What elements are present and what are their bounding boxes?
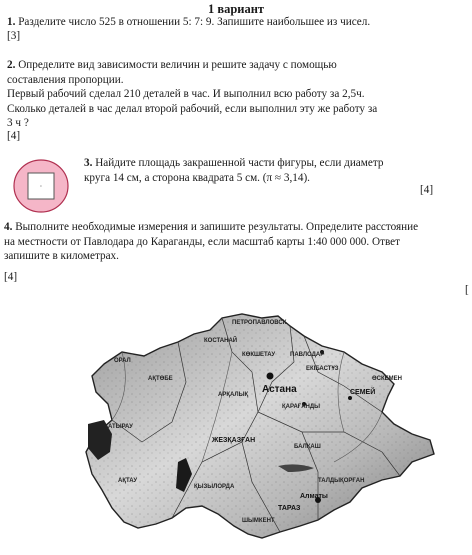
- question-3-number: 3.: [84, 157, 93, 169]
- question-1-text: Разделите число 525 в отношении 5: 7: 9. Запишите наибольшее из чисел.: [18, 16, 371, 28]
- question-4-line-1: Выполните необходимые измерения и запишите результаты. Определите расстояние: [15, 221, 419, 233]
- question-3-line-2: круга 14 см, а сторона квадрата 5 см. (π ≈ 3,14).: [84, 171, 310, 184]
- label-arkalyk: АРҚАЛЫҚ: [218, 392, 249, 398]
- question-2-line-3: Первый рабочий сделал 210 деталей в час. И выполнил всю работу за 2,5ч.: [7, 88, 365, 100]
- variant-title: 1 вариант: [207, 2, 265, 16]
- label-taldykorgan: ТАЛДЫҚОРҒАН: [318, 478, 365, 484]
- question-4-points: [4]: [4, 271, 18, 283]
- label-kostanai: КОСТАНАЙ: [204, 338, 238, 344]
- center-dot: ·: [39, 182, 43, 191]
- relief-texture: [86, 314, 434, 538]
- label-taraz: ТАРАЗ: [278, 505, 301, 512]
- label-zhezkazgan: ЖЕЗҚАЗҒАН: [212, 437, 256, 444]
- label-semei: СЕМЕЙ: [350, 389, 376, 396]
- question-2-points: [4]: [7, 130, 21, 142]
- cut-off-bracket: [: [465, 284, 469, 296]
- kazakhstan-map: [82, 312, 472, 555]
- question-1-number: 1.: [7, 16, 16, 28]
- semei-dot: [348, 396, 352, 400]
- question-4: [4, 220, 418, 264]
- astana-dot: [267, 373, 274, 380]
- label-oral: ОРАЛ: [114, 358, 131, 364]
- label-aktobe: АҚТӨБЕ: [148, 376, 173, 382]
- question-4-line-3: запишите в километрах.: [4, 250, 119, 262]
- label-pavlodar: ПАВЛОДАР: [290, 352, 325, 358]
- question-3: [84, 156, 383, 185]
- label-astana: Астана: [262, 384, 297, 395]
- label-atyrau: АТЫРАУ: [108, 424, 133, 430]
- label-almaty: Алматы: [300, 493, 328, 500]
- label-kyzylorda: ҚЫЗЫЛОРДА: [194, 484, 235, 490]
- label-petropavlovsk: ПЕТРОПАВЛОВСК: [232, 320, 287, 326]
- label-shymkent: ШЫМКЕНТ: [242, 518, 275, 524]
- question-2-line-5: 3 ч ?: [7, 117, 29, 129]
- label-aktau: АҚТАУ: [118, 478, 138, 484]
- question-2: [7, 58, 377, 131]
- label-karaganda: ҚАРАҒАНДЫ: [282, 404, 321, 410]
- question-3-points: [4]: [420, 184, 434, 196]
- circle-square-figure: [12, 157, 72, 215]
- question-2-number: 2.: [7, 59, 16, 71]
- question-4-number: 4.: [4, 221, 13, 233]
- question-4-line-2: на местности от Павлодара до Караганды, если масштаб карты 1:40 000 000. Ответ: [4, 235, 401, 248]
- question-2-line-2: составления пропорции.: [7, 73, 124, 86]
- question-1: [7, 15, 370, 30]
- label-balkhash: БАЛҚАШ: [294, 444, 321, 450]
- question-1-points: [3]: [7, 30, 21, 42]
- question-2-line-1: Определите вид зависимости величин и решите задачу с помощью: [18, 59, 337, 71]
- question-2-line-4: Сколько деталей в час делал второй рабочий, если выполнил эту же работу за: [7, 102, 378, 115]
- label-ekibastuz: ЕКІБАСТҰЗ: [306, 366, 339, 372]
- question-3-line-1: Найдите площадь закрашенной части фигуры, если диаметр: [95, 157, 384, 169]
- label-kokshetau: КӨКШЕТАУ: [242, 352, 276, 358]
- label-oskemen: ӨСКЕМЕН: [372, 376, 402, 382]
